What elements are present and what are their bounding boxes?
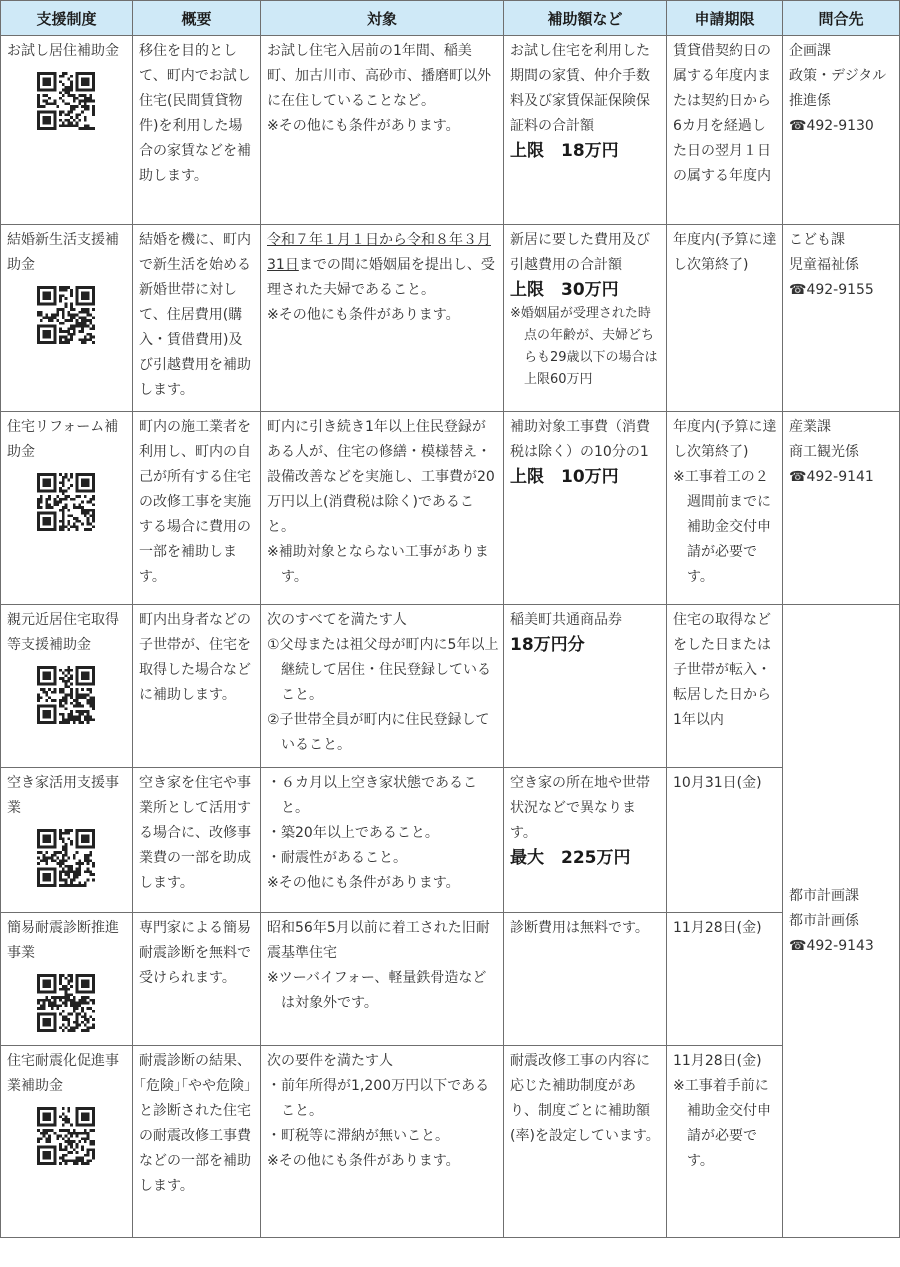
summary-cell: 専門家による簡易耐震診断を無料で受けられます。 bbox=[133, 913, 261, 1046]
deadline-note: ※工事着工の２週間前までに補助金交付申請が必要です。 bbox=[673, 469, 771, 585]
amount-big: 上限 18万円 bbox=[510, 141, 619, 161]
target-text: お試し住宅入居前の1年間、稲美町、加古川市、高砂市、播磨町以外に在住していることなど。 bbox=[267, 43, 491, 109]
target-cell bbox=[261, 605, 504, 768]
header-seido: 支援制度 bbox=[1, 1, 133, 36]
header-row bbox=[1, 1, 900, 36]
shared-contact-cell bbox=[783, 605, 900, 1238]
qr-code-icon[interactable] bbox=[37, 473, 95, 531]
table-row bbox=[1, 768, 900, 913]
seido-cell bbox=[1, 225, 133, 412]
target-text: 町内に引き続き1年以上住民登録がある人が、住宅の修繕・模様替え・設備改善などを実施し、工事費が20万円以上(消費税は除く)であること。 bbox=[267, 419, 495, 535]
seido-cell bbox=[1, 768, 133, 913]
qr-code-icon[interactable] bbox=[37, 286, 95, 344]
amount-text: 稲美町共通商品券 bbox=[510, 612, 622, 628]
target-text bbox=[267, 228, 499, 303]
contact-dept: こども課 bbox=[789, 232, 845, 248]
contact-phone: ☎492-9143 bbox=[789, 937, 874, 954]
target-date-range: 令和７年１月１日から令和８年３月31日 bbox=[267, 232, 491, 273]
amount-big: 最大 225万円 bbox=[510, 848, 631, 868]
summary-cell: 町内出身者などの子世帯が、住宅を取得した場合などに補助します。 bbox=[133, 605, 261, 768]
summary-cell: 結婚を機に、町内で新生活を始める新婚世帯に対して、住居費用(購入・賃借費用)及び引越費用を補助します。 bbox=[133, 225, 261, 412]
deadline-text: 年度内(予算に達し次第終了) bbox=[673, 419, 777, 460]
deadline-cell: 住宅の取得などをした日または子世帯が転入・転居した日から1年以内 bbox=[667, 605, 783, 768]
target-condition: ・町税等に滞納が無いこと。 bbox=[267, 1128, 449, 1144]
contact-section: 児童福祉係 bbox=[789, 257, 859, 273]
amount-text: 補助対象工事費（消費税は除く）の10分の1 bbox=[510, 419, 650, 460]
deadline-note: ※工事着手前に補助金交付申請が必要です。 bbox=[673, 1078, 771, 1169]
target-cell bbox=[261, 412, 504, 605]
amount-cell bbox=[504, 605, 667, 768]
amount-cell bbox=[504, 36, 667, 225]
header-hojogaku: 補助額など bbox=[504, 1, 667, 36]
table-row bbox=[1, 225, 900, 412]
seido-name: 結婚新生活支援補助金 bbox=[7, 232, 119, 273]
contact-dept: 都市計画課 bbox=[789, 887, 859, 904]
seido-cell bbox=[1, 36, 133, 225]
amount-cell bbox=[504, 1046, 667, 1238]
deadline-cell: 年度内(予算に達し次第終了) bbox=[667, 225, 783, 412]
deadline-cell bbox=[667, 1046, 783, 1238]
target-condition: ・築20年以上であること。 bbox=[267, 825, 439, 841]
contact-cell bbox=[783, 225, 900, 412]
table-row bbox=[1, 605, 900, 768]
target-condition: ・６カ月以上空き家状態であること。 bbox=[267, 775, 477, 816]
target-cell bbox=[261, 1046, 504, 1238]
contact-section: 都市計画係 bbox=[789, 912, 859, 929]
amount-text: 空き家の所在地や世帯状況などで異なります。 bbox=[510, 775, 650, 841]
contact-section: 商工観光係 bbox=[789, 444, 859, 460]
qr-code-icon[interactable] bbox=[37, 1107, 95, 1165]
target-text: 次のすべてを満たす人 bbox=[267, 612, 407, 628]
table-row bbox=[1, 412, 900, 605]
target-condition: ・耐震性があること。 bbox=[267, 850, 407, 866]
contact-phone: ☎492-9155 bbox=[789, 282, 874, 298]
target-condition: ②子世帯全員が町内に住民登録していること。 bbox=[267, 712, 490, 753]
seido-name: 住宅リフォーム補助金 bbox=[7, 419, 119, 460]
target-cell bbox=[261, 36, 504, 225]
summary-cell: 空き家を住宅や事業所として活用する場合に、改修事業費の一部を助成します。 bbox=[133, 768, 261, 913]
seido-name: 空き家活用支援事業 bbox=[7, 775, 119, 816]
contact-phone: ☎492-9130 bbox=[789, 118, 874, 134]
seido-cell bbox=[1, 913, 133, 1046]
table-row bbox=[1, 913, 900, 1046]
target-condition: ①父母または祖父母が町内に5年以上継続して居住・住民登録していること。 bbox=[267, 637, 499, 703]
contact-dept: 産業課 bbox=[789, 419, 831, 435]
amount-note: ※婚姻届が受理された時点の年齢が、夫婦どちらも29歳以下の場合は上限60万円 bbox=[510, 306, 658, 387]
table-row bbox=[1, 1046, 900, 1238]
target-note: ※その他にも条件があります。 bbox=[267, 307, 460, 323]
target-text: 昭和56年5月以前に着工された旧耐震基準住宅 bbox=[267, 920, 490, 961]
amount-cell bbox=[504, 768, 667, 913]
target-note: ※補助対象とならない工事があります。 bbox=[267, 544, 489, 585]
contact-section: 政策・デジタル推進係 bbox=[789, 68, 887, 109]
qr-code-icon[interactable] bbox=[37, 72, 95, 130]
seido-cell bbox=[1, 605, 133, 768]
amount-text: 診断費用は無料です。 bbox=[510, 920, 649, 936]
contact-cell bbox=[783, 412, 900, 605]
header-taisho: 対象 bbox=[261, 1, 504, 36]
qr-code-icon[interactable] bbox=[37, 829, 95, 887]
seido-cell bbox=[1, 412, 133, 605]
deadline-text: 11月28日(金) bbox=[673, 1053, 762, 1069]
seido-name: 簡易耐震診断推進事業 bbox=[7, 920, 119, 961]
contact-dept: 企画課 bbox=[789, 43, 831, 59]
seido-cell bbox=[1, 1046, 133, 1238]
contact-phone: ☎492-9141 bbox=[789, 469, 874, 485]
amount-cell bbox=[504, 913, 667, 1046]
qr-code-icon[interactable] bbox=[37, 974, 95, 1032]
amount-cell bbox=[504, 225, 667, 412]
seido-name: 親元近居住宅取得等支援補助金 bbox=[7, 612, 119, 653]
target-condition: ・前年所得が1,200万円以下であること。 bbox=[267, 1078, 490, 1119]
amount-big: 18万円分 bbox=[510, 635, 585, 655]
target-note: ※その他にも条件があります。 bbox=[267, 1153, 460, 1169]
table-row bbox=[1, 36, 900, 225]
target-rest: までの間に婚姻届を提出し、受理された夫婦であること。 bbox=[267, 257, 495, 298]
target-cell bbox=[261, 913, 504, 1046]
amount-big: 上限 10万円 bbox=[510, 467, 619, 487]
header-gaiyo: 概要 bbox=[133, 1, 261, 36]
amount-text: お試し住宅を利用した期間の家賃、仲介手数料及び家賃保証保険保証料の合計額 bbox=[510, 43, 650, 134]
header-toiawase: 問合先 bbox=[783, 1, 900, 36]
deadline-cell: 11月28日(金) bbox=[667, 913, 783, 1046]
contact-cell bbox=[783, 36, 900, 225]
target-note: ※ツーバイフォー、軽量鉄骨造などは対象外です。 bbox=[267, 970, 487, 1011]
summary-cell: 耐震診断の結果、｢危険｣｢やや危険｣と診断された住宅の耐震改修工事費などの一部を補助します。 bbox=[133, 1046, 261, 1238]
amount-big: 上限 30万円 bbox=[510, 280, 619, 300]
summary-cell: 移住を目的として、町内でお試し住宅(民間賃貸物件)を利用した場合の家賃などを補助します。 bbox=[133, 36, 261, 225]
amount-text: 新居に要した費用及び引越費用の合計額 bbox=[510, 232, 650, 273]
summary-cell: 町内の施工業者を利用し、町内の自己が所有する住宅の改修工事を実施する場合に費用の一部を補助します。 bbox=[133, 412, 261, 605]
deadline-cell: 10月31日(金) bbox=[667, 768, 783, 913]
deadline-cell: 賃貸借契約日の属する年度内または契約日から6カ月を経過した日の翌月１日の属する年度内 bbox=[667, 36, 783, 225]
qr-code-icon[interactable] bbox=[37, 666, 95, 724]
target-cell bbox=[261, 225, 504, 412]
amount-text: 耐震改修工事の内容に応じた補助制度があり、制度ごとに補助額(率)を設定しています。 bbox=[510, 1053, 660, 1144]
seido-name: お試し居住補助金 bbox=[7, 43, 119, 59]
target-text: 次の要件を満たす人 bbox=[267, 1053, 393, 1069]
target-note: ※その他にも条件があります。 bbox=[267, 875, 460, 891]
target-cell bbox=[261, 768, 504, 913]
header-kigen: 申請期限 bbox=[667, 1, 783, 36]
seido-name: 住宅耐震化促進事業補助金 bbox=[7, 1053, 119, 1094]
target-note: ※その他にも条件があります。 bbox=[267, 118, 460, 134]
deadline-cell bbox=[667, 412, 783, 605]
amount-cell bbox=[504, 412, 667, 605]
